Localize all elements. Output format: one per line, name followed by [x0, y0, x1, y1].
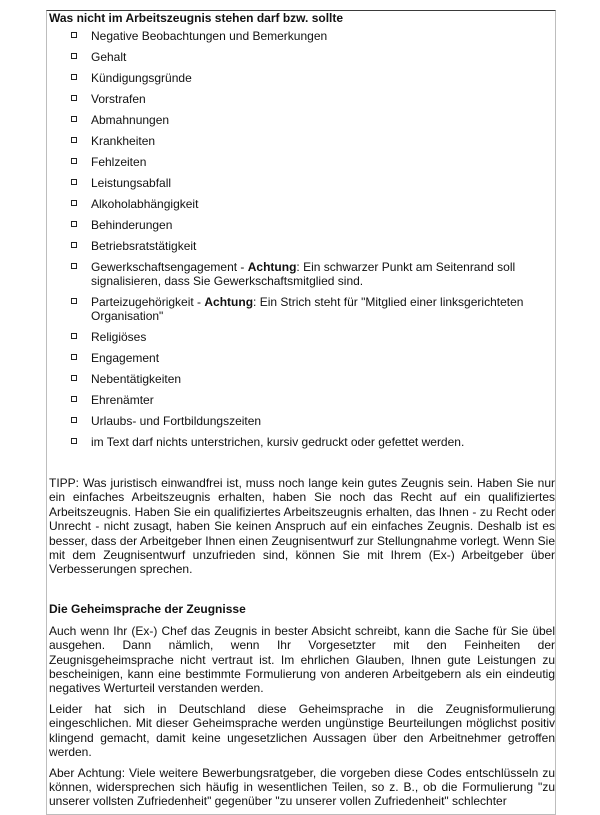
achtung-label: Achtung: [247, 260, 297, 274]
list-item: Kündigungsgründe: [49, 71, 555, 85]
square-bullet-icon: [71, 74, 77, 80]
square-bullet-icon: [71, 375, 77, 381]
list-item: Behinderungen: [49, 218, 555, 232]
square-bullet-icon: [71, 417, 77, 423]
square-bullet-icon: [71, 116, 77, 122]
spacer: [49, 616, 555, 624]
document-page: [46, 10, 556, 815]
square-bullet-icon: [71, 95, 77, 101]
list-item: Gehalt: [49, 50, 555, 64]
square-bullet-icon: [71, 53, 77, 59]
forbidden-items-list: [49, 29, 555, 449]
body-paragraph: Leider hat sich in Deutschland diese Geheimsprache in die Zeugnisformulierung eingeschlichen. Mit dieser Geheimsprache werden ungünstige Beurteilungen möglichst positiv klingend gemacht, damit keine ungesetzlichen Aussagen über den Arbeitnehmer getroffen werden.: [49, 701, 555, 760]
list-item: Abmahnungen: [49, 113, 555, 127]
spacer: [49, 456, 555, 476]
square-bullet-icon: [71, 179, 77, 185]
square-bullet-icon: [71, 242, 77, 248]
list-item: Krankheiten: [49, 134, 555, 148]
square-bullet-icon: [71, 32, 77, 38]
list-item: Negative Beobachtungen und Bemerkungen: [49, 29, 555, 43]
square-bullet-icon: [71, 298, 77, 304]
square-bullet-icon: [71, 396, 77, 402]
section1-heading: Was nicht im Arbeitszeugnis stehen darf bzw. sollte: [49, 11, 344, 25]
body-paragraph: Auch wenn Ihr (Ex-) Chef das Zeugnis in bester Absicht schreibt, kann die Sache für Sie übel ausgehen. Dann nämlich, wenn Ihr Vorgesetzter mit den Feinheiten der Zeugnisgeheimsprache nicht vertraut ist. Im ehrlichen Glauben, Ihnen gute Leistungen zu bescheinigen, kann eine bestimmte Formulierung von anderen Arbeitgebern als ein eindeutig negatives Werturteil verstanden werden.: [49, 623, 555, 696]
achtung-label: Achtung: [204, 295, 254, 309]
list-item: Vorstrafen: [49, 92, 555, 106]
tipp-paragraph: TIPP: Was juristisch einwandfrei ist, muss noch lange kein gutes Zeugnis sein. Haben Sie nur ein einfaches Arbeitszeugnis erhalten, haben Sie noch das Recht auf ein qualifiziertes Arbeitszeugnis. Haben Sie ein qualifiziertes Arbeitszeugnis erhalten, das Ihnen - zu Recht oder Unrecht - nicht zusagt, haben Sie keinen Anspruch auf ein einfaches Zeugnis. Deshalb ist es besser, dass der Arbeitgeber Ihnen einen Zeugnisentwurf zur Stellungnahme vorlegt. Wenn Sie mit dem Zeugnisentwurf unzufrieden sind, können Sie mit Ihrem (Ex-) Arbeitgeber über Verbesserungen sprechen.: [49, 476, 555, 577]
list-item: Betriebsratstätigkeit: [49, 239, 555, 253]
document-content: [47, 11, 555, 809]
list-item: Nebentätigkeiten: [49, 372, 555, 386]
square-bullet-icon: [71, 438, 77, 444]
list-item: Alkoholabhängigkeit: [49, 197, 555, 211]
list-item: Leistungsabfall: [49, 176, 555, 190]
list-item: Fehlzeiten: [49, 155, 555, 169]
list-item: Religiöses: [49, 330, 555, 344]
square-bullet-icon: [71, 221, 77, 227]
square-bullet-icon: [71, 263, 77, 269]
list-item: Parteizugehörigkeit - Achtung: Ein Strich steht für "Mitglied einer linksgerichteten Organisation": [49, 295, 555, 323]
spacer: [49, 577, 555, 602]
body-paragraph: Aber Achtung: Viele weitere Bewerbungsratgeber, die vorgeben diese Codes entschlüsseln zu können, widersprechen sich häufig in wesentlichen Teilen, so z. B., ob die Formulierung "zu unserer vollsten Zufriedenheit" gegenüber "zu unserer vollen Zufriedenheit" schlechter: [49, 765, 555, 809]
square-bullet-icon: [71, 200, 77, 206]
square-bullet-icon: [71, 354, 77, 360]
list-item: Gewerkschaftsengagement - Achtung: Ein schwarzer Punkt am Seitenrand soll signalisieren, dass Sie Gewerkschaftsmitglied sind.: [49, 260, 555, 288]
list-item: Engagement: [49, 351, 555, 365]
square-bullet-icon: [71, 333, 77, 339]
section2-heading: Die Geheimsprache der Zeugnisse: [49, 601, 246, 616]
list-item: Urlaubs- und Fortbildungszeiten: [49, 414, 555, 428]
square-bullet-icon: [71, 158, 77, 164]
square-bullet-icon: [71, 137, 77, 143]
list-item: im Text darf nichts unterstrichen, kursiv gedruckt oder gefettet werden.: [49, 435, 555, 449]
list-item: Ehrenämter: [49, 393, 555, 407]
